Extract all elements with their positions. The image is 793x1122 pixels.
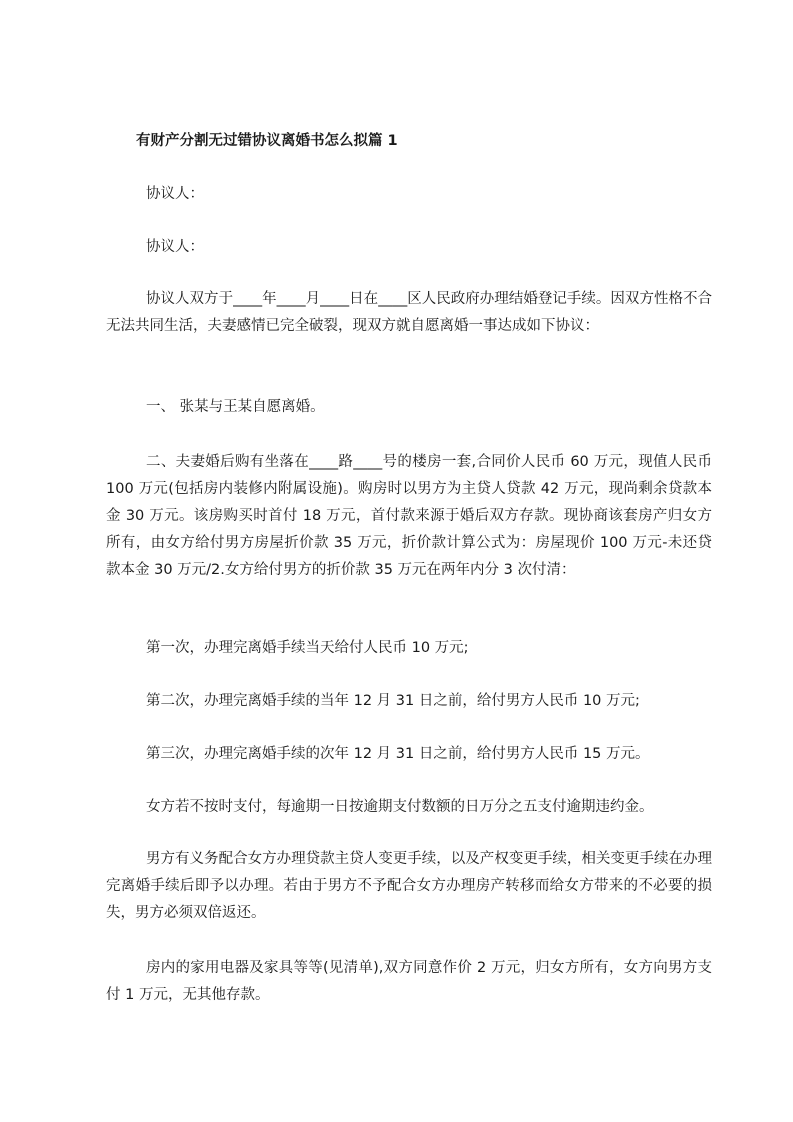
payment-3-line [106,744,716,764]
obligation-paragraph: 男方有义务配合女方办理贷款主贷人变更手续，以及产权变更手续，相关变更手续在办理完离婚手续后即予以办理。若由于男方不予配合女方办理房产转移而给女方带来的不必要的损失，男方必须双倍返还。 [106,851,712,921]
payment-2-line [106,691,716,711]
clause-1-line [106,397,716,417]
party-line-1 [106,184,716,204]
party-line-2 [106,237,716,257]
intro-paragraph: 协议人双方于____年____月____日在____区人民政府办理结婚登记手续。因双方性格不合无法共同生活，夫妻感情已完全破裂，现双方就自愿离婚一事达成如下协议： [106,291,712,334]
clause-1-text: 一、 张某与王某自愿离婚。 [146,399,325,415]
payment-1-line [106,638,716,658]
payment-2-text: 第二次，办理完离婚手续的当年 12 月 31 日之前，给付男方人民币 10 万元; [146,693,640,709]
party-label-2: 协议人： [146,239,204,255]
penalty-line [106,797,716,817]
payment-3-text: 第三次，办理完离婚手续的次年 12 月 31 日之前，给付男方人民币 15 万元。 [146,746,650,762]
furniture-paragraph: 房内的家用电器及家具等等(见清单),双方同意作价 2 万元，归女方所有，女方向男方支付 1 万元，无其他存款。 [106,960,712,1003]
penalty-text: 女方若不按时支付，每逾期一日按逾期支付数额的日万分之五支付逾期违约金。 [146,799,654,815]
payment-1-text: 第一次，办理完离婚手续当天给付人民币 10 万元; [146,640,469,656]
clause-2-paragraph: 二、夫妻婚后购有坐落在____路____号的楼房一套,合同价人民币 60 万元，现值人民币 100 万元(包括房内装修内附属设施)。购房时以男方为主贷人贷款 42 万元，现尚剩余贷款本金 30 万元。该房购买时首付 18 万元，首付款来源于婚后双方存款。现协商该套房产归女方所有，由女方给付男方房屋折价款 35 万元，折价款计算公式为：房屋现价 100 万元-未还贷款本金 30 万元/2.女方给付男方的折价款 35 万元在两年内分 3 次付清： [106,454,712,578]
party-label-1: 协议人： [146,186,204,202]
document-title: 有财产分割无过错协议离婚书怎么拟篇 1 [136,133,398,149]
